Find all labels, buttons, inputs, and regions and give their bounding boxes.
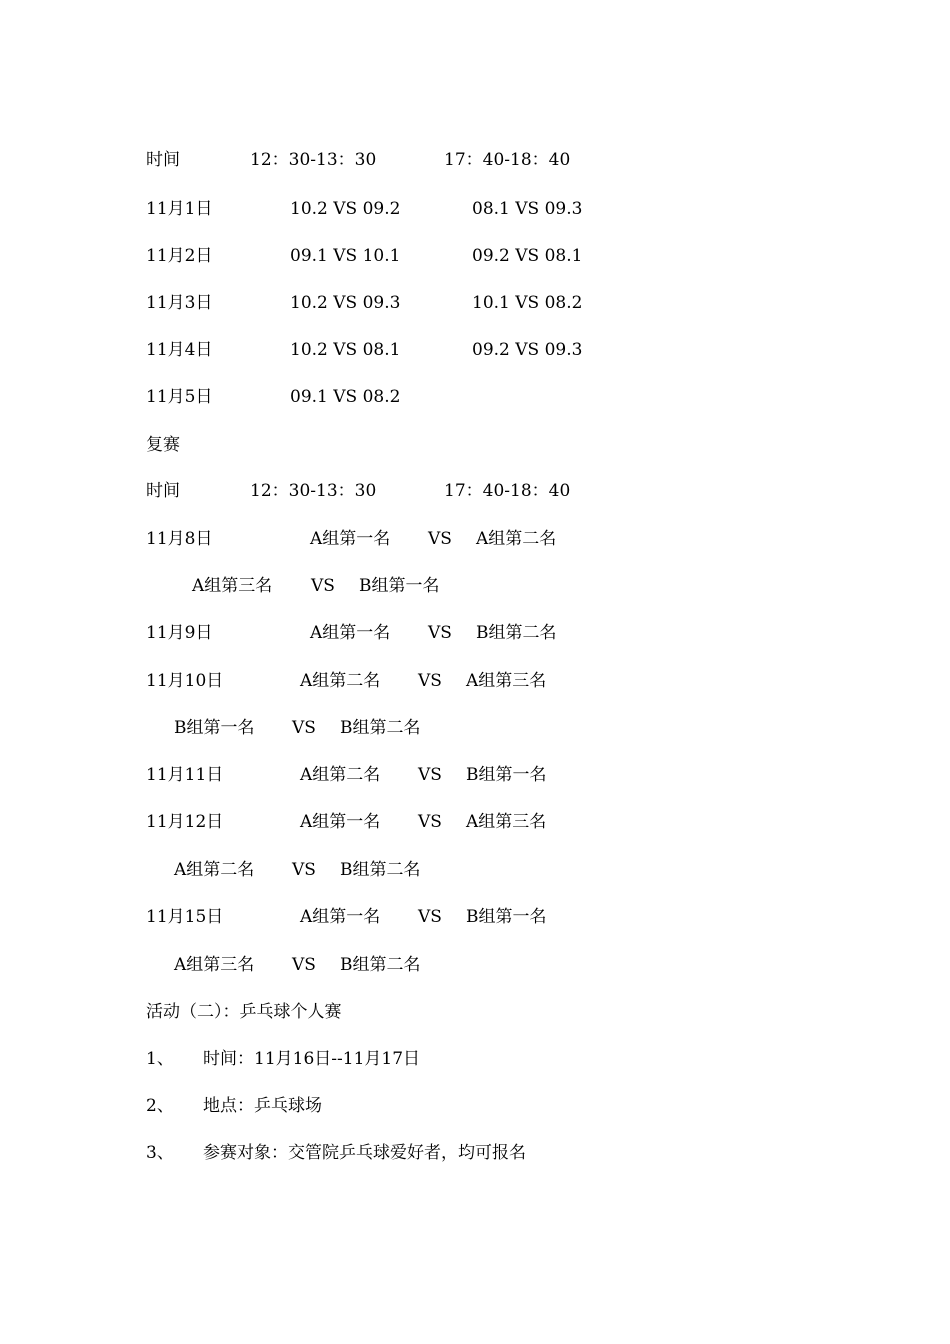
team-b: B组第一名 [466,765,547,785]
rematch-row [0,905,950,929]
prelim-row [0,244,950,268]
team-a: A组第二名 [300,671,381,691]
match-date: 11月3日 [146,293,213,313]
activity2-item [0,1141,950,1165]
rematch-row [0,574,950,598]
item-text: 地点：乒乓球场 [203,1096,322,1116]
rematch-row [0,621,950,645]
vs-label: VS [292,718,316,738]
rematch-title-row [0,433,950,457]
prelim-row [0,385,950,409]
match-first-slot: 10.2 VS 08.1 [290,340,401,360]
team-a: B组第一名 [174,718,255,738]
rematch-row [0,810,950,834]
activity2-item [0,1047,950,1071]
prelim-row [0,291,950,315]
team-a: A组第三名 [192,576,273,596]
match-date: 11月2日 [146,246,213,266]
activity2-title-row [0,1000,950,1024]
team-b: A组第三名 [466,812,547,832]
team-a: A组第二名 [300,765,381,785]
match-date: 11月10日 [146,671,224,691]
team-a: A组第一名 [310,623,391,643]
match-first-slot: 09.1 VS 08.2 [290,387,401,407]
item-text: 参赛对象：交管院乒乓球爱好者，均可报名 [203,1143,526,1163]
prelim-header-row [0,148,950,172]
rematch-row [0,858,950,882]
team-b: B组第二名 [340,955,421,975]
team-a: A组第二名 [174,860,255,880]
vs-label: VS [418,765,442,785]
time-slot-1: 12：30-13：30 [250,481,377,501]
team-a: A组第三名 [174,955,255,975]
team-a: A组第一名 [300,812,381,832]
rematch-row [0,716,950,740]
team-b: B组第二名 [340,718,421,738]
rematch-row [0,953,950,977]
match-first-slot: 09.1 VS 10.1 [290,246,401,266]
vs-label: VS [418,812,442,832]
match-second-slot: 09.2 VS 09.3 [472,340,583,360]
item-number: 1、 [146,1049,174,1069]
team-a: A组第一名 [310,529,391,549]
time-slot-2: 17：40-18：40 [444,481,571,501]
match-first-slot: 10.2 VS 09.3 [290,293,401,313]
rematch-header-row [0,479,950,503]
time-label: 时间 [146,481,180,501]
item-number: 3、 [146,1143,174,1163]
match-second-slot: 08.1 VS 09.3 [472,199,583,219]
prelim-row [0,197,950,221]
match-date: 11月12日 [146,812,224,832]
match-date: 11月11日 [146,765,224,785]
match-second-slot: 10.1 VS 08.2 [472,293,583,313]
match-date: 11月1日 [146,199,213,219]
vs-label: VS [292,955,316,975]
match-date: 11月5日 [146,387,213,407]
vs-label: VS [418,671,442,691]
rematch-row [0,669,950,693]
item-number: 2、 [146,1096,174,1116]
rematch-row [0,527,950,551]
match-date: 11月9日 [146,623,213,643]
match-date: 11月15日 [146,907,224,927]
team-b: A组第三名 [466,671,547,691]
rematch-title: 复赛 [146,435,180,455]
item-text: 时间：11月16日--11月17日 [203,1049,421,1069]
team-b: A组第二名 [476,529,557,549]
time-slot-2: 17：40-18：40 [444,150,571,170]
time-slot-1: 12：30-13：30 [250,150,377,170]
team-b: B组第一名 [466,907,547,927]
vs-label: VS [292,860,316,880]
vs-label: VS [311,576,335,596]
match-first-slot: 10.2 VS 09.2 [290,199,401,219]
activity2-title: 活动（二）：乒乓球个人赛 [146,1002,342,1022]
team-b: B组第二名 [340,860,421,880]
rematch-row [0,763,950,787]
team-b: B组第一名 [359,576,440,596]
time-label: 时间 [146,150,180,170]
match-date: 11月4日 [146,340,213,360]
vs-label: VS [428,529,452,549]
team-a: A组第一名 [300,907,381,927]
match-date: 11月8日 [146,529,213,549]
vs-label: VS [418,907,442,927]
prelim-row [0,338,950,362]
vs-label: VS [428,623,452,643]
team-b: B组第二名 [476,623,557,643]
activity2-item [0,1094,950,1118]
match-second-slot: 09.2 VS 08.1 [472,246,583,266]
